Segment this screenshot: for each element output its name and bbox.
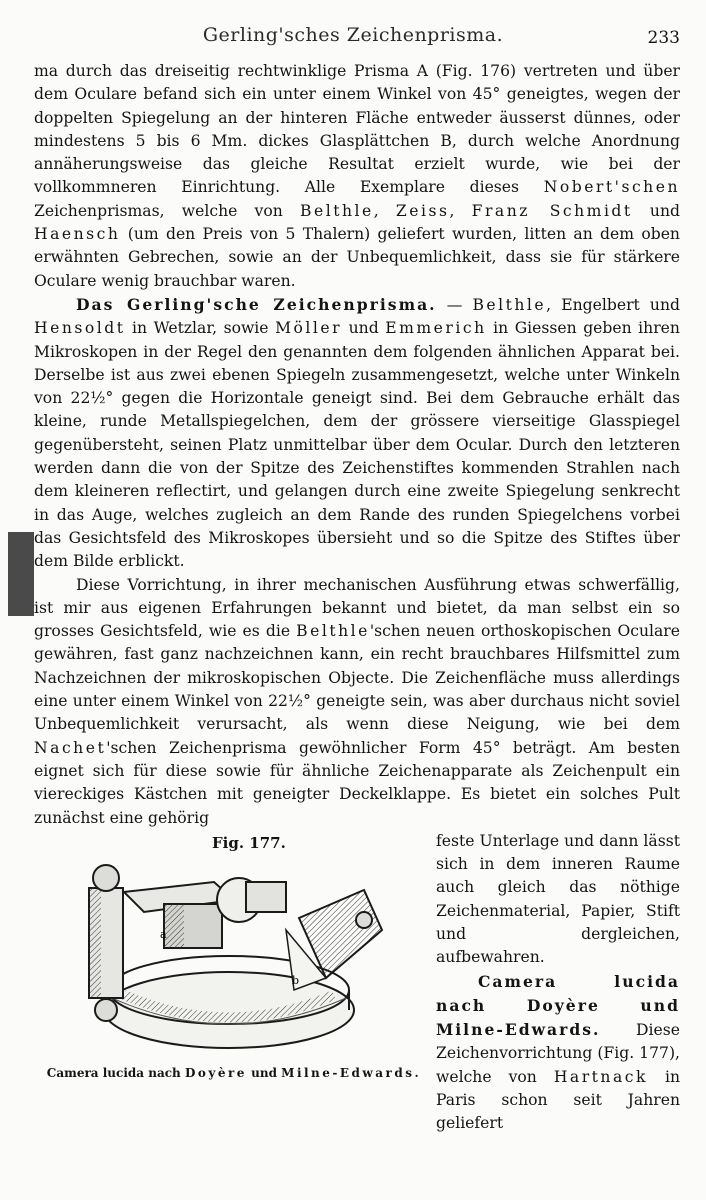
- name-zeiss: Zeiss: [395, 201, 450, 220]
- figure-letter-a: a: [160, 927, 167, 941]
- body-text: [34, 60, 680, 1133]
- side-column: [436, 830, 680, 1136]
- name-moeller: Möller: [275, 319, 343, 338]
- page-number: 233: [647, 28, 680, 48]
- camera-lucida-illustration: [64, 860, 384, 1052]
- name-belthle-3: Belthle: [296, 622, 370, 641]
- paragraph-3: Diese Vorrichtung, in ihrer mechanischen Ausführung etwas schwerfällig, ist mir aus eigenen Erfahrungen bekannt und bietet, da man selbst ein so grosses Gesichtsfeld, wie es die Belthle'schen neuen orthoskopischen Oculare gewähren, fast ganz nachzeichnen kann, ein recht brauchbares Hilfsmittel zum Nachzeichnen der mikroskopischen Objecte. Die Zeichenfläche muss allerdings eine unter einem Winkel von 22½° geneigte sein, was aber durchaus nicht soviel Unbequemlichkeit verursacht, als wenn diese Neigung, wie bei dem Nachet'schen Zeichenprisma gewöhnlicher Form 45° beträgt. Am besten eignet sich für diese sowie für ähnliche Zeichenapparate als Zeichenpult ein viereckiges Kästchen mit geneigter Deckelklappe. Es bietet ein solches Pult zunächst eine gehörig: [34, 575, 680, 827]
- page-header: [0, 22, 706, 52]
- figure-caption: Camera lucida nach Doyère und Milne-Edwards.: [46, 1065, 422, 1080]
- name-belthle: Belthle: [300, 201, 374, 220]
- paragraph-2: Das Gerling'sche Zeichenprisma. — Belthle, Engelbert und Hensoldt in Wetzlar, sowie Möller und Emmerich in Giessen geben ihren Mikroskopen in der Regel den genannten dem folgenden ähnlichen Apparat bei. Derselbe ist aus zwei ebenen Spiegeln zusammengesetzt, welche unter Winkeln von 22½° gegen die Horizontale geneigt sind. Bei dem Gebrauche erhält das kleine, runde Metallspiegelchen, dem der grössere vierseitige Glasspiegel gegenübersteht, seinen Platz unmittelbar über dem Ocular. Durch den letzteren werden dann die von der Spitze des Zeichenstiftes kommenden Strahlen nach dem kleineren reflectirt, und gelangen durch eine zweite Spiegelung senkrecht in das Auge, welches zugleich an dem Rande des runden Spiegelchens vorbei das Gesichtsfeld des Mikroskopes übersieht und so die Spitze des Stiftes über dem Bilde erblickt.: [34, 294, 680, 571]
- figure-177: [34, 830, 434, 1088]
- running-title: Gerling'sches Zeichenprisma.: [202, 24, 504, 46]
- name-hartnack: Hartnack: [553, 1067, 648, 1086]
- paragraph-4: Camera lucida nach Doyère und Milne-Edwards. Diese Zeichenvorrichtung (Fig. 177), welche von Hartnack in Paris schon seit Jahren geliefert: [436, 971, 680, 1133]
- name-nachet: Nachet: [34, 738, 107, 757]
- name-franz-schmidt: Franz Schmidt: [471, 201, 633, 220]
- name-belthle-2: Belthle: [472, 295, 547, 314]
- margin-mark: [8, 532, 34, 616]
- figure-row: [34, 830, 680, 1133]
- name-hensoldt: Hensoldt: [34, 319, 126, 338]
- figure-letter-b: b: [292, 973, 300, 987]
- paragraph-1: ma durch das dreiseitig rechtwinklige Prisma A (Fig. 176) vertreten und über dem Oculare befand sich ein unter einem Winkel von 45° geneigtes, wegen der doppelten Spiegelung an der hinteren Fläche entweder äusserst dünnes, oder mindestens 5 bis 6 Mm. dickes Glasplättchen B, durch welche Anordnung annäherungsweise das gleiche Resultat erzielt wurde, wie bei der vollkommneren Einrichtung. Alle Exemplare dieses Nobert'schen Zeichenprismas, welche von Belthle, Zeiss, Franz Schmidt und Haensch (um den Preis von 5 Thalern) geliefert wurden, litten an dem oben erwähnten Gebrechen, sowie an der Unbequemlichkeit, dass sie für stärkere Oculare wenig brauchbar waren.: [34, 62, 680, 290]
- name-haensch: Haensch: [34, 225, 121, 244]
- section-heading-camera-lucida: Camera lucida nach Doyère und Milne-Edwards.: [436, 971, 680, 1040]
- figure-label: Fig. 177.: [212, 833, 286, 852]
- paragraph-3-continued: feste Unterlage und dann lässt sich in dem inneren Raume auch gleich das nöthige Zeichenmaterial, Papier, Stift und dergleichen, aufbewahren.: [436, 831, 680, 967]
- name-emmerich: Emmerich: [385, 319, 487, 338]
- section-heading-gerling: Das Gerling'sche Zeichenprisma.: [76, 294, 437, 314]
- name-nobert: Nobert'schen: [543, 178, 680, 197]
